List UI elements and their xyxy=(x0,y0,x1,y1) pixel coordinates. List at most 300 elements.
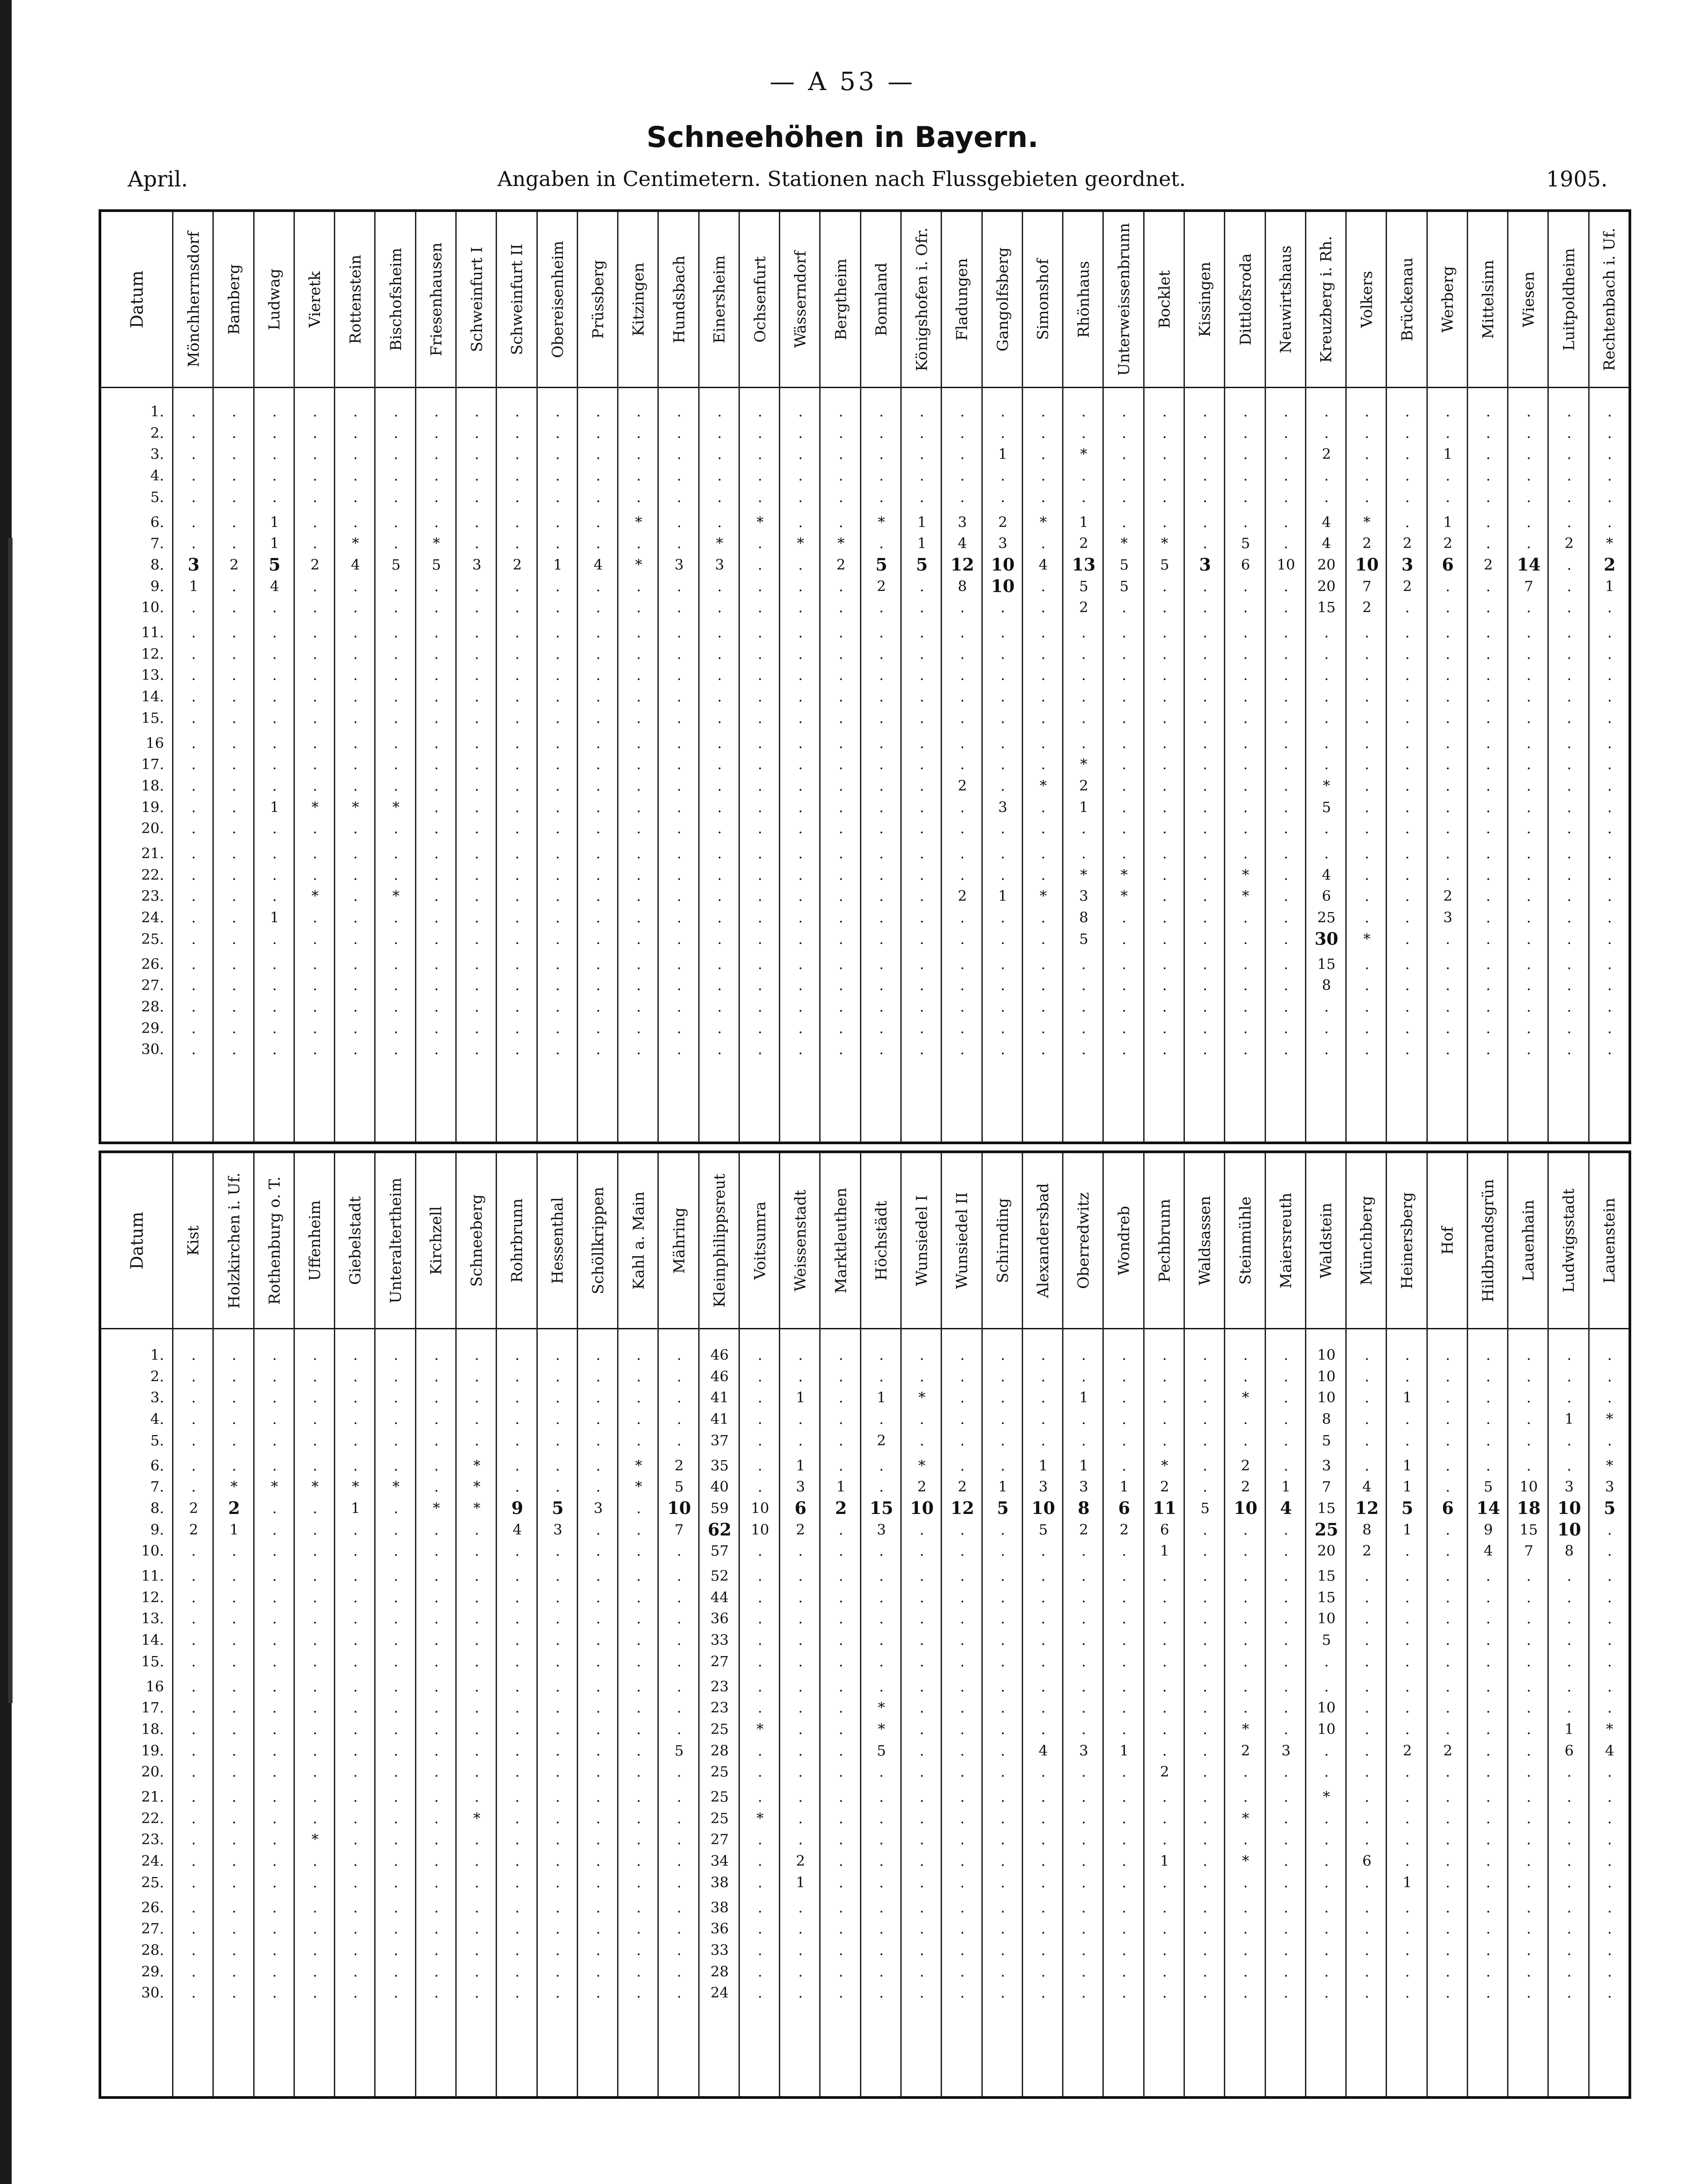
empty-mark: . xyxy=(1122,1788,1127,1805)
station-header xyxy=(618,212,659,387)
empty-mark: . xyxy=(353,1899,358,1916)
empty-mark: . xyxy=(879,998,884,1015)
empty-mark: . xyxy=(434,599,439,616)
empty-mark: . xyxy=(191,666,196,684)
empty-mark: . xyxy=(1202,1610,1208,1627)
snow-depth-value: * xyxy=(877,1699,885,1717)
empty-mark: . xyxy=(960,930,965,947)
empty-mark: . xyxy=(232,445,237,463)
date-column xyxy=(101,1153,172,2096)
snow-depth-value: * xyxy=(352,1478,359,1496)
empty-mark: . xyxy=(272,1367,277,1385)
empty-mark: . xyxy=(1405,709,1410,727)
empty-mark: . xyxy=(434,1984,439,2002)
empty-mark: . xyxy=(838,1542,843,1560)
snow-depth-value: 5 xyxy=(1079,930,1089,947)
empty-mark: . xyxy=(353,1788,358,1805)
snow-depth-value: * xyxy=(1161,535,1168,552)
snow-depth-value: 5 xyxy=(1322,798,1331,816)
empty-mark: . xyxy=(515,887,520,905)
empty-mark: . xyxy=(1526,666,1531,684)
empty-mark: . xyxy=(312,645,318,662)
empty-mark: . xyxy=(1405,666,1410,684)
empty-mark: . xyxy=(596,1652,601,1670)
empty-mark: . xyxy=(312,998,318,1015)
empty-mark: . xyxy=(1324,1678,1329,1695)
empty-mark: . xyxy=(1405,1831,1410,1848)
empty-mark: . xyxy=(920,1431,925,1449)
empty-mark: . xyxy=(1081,1610,1086,1627)
day-label: 3. xyxy=(150,1389,164,1406)
snow-depth-value: * xyxy=(1161,1457,1168,1474)
snow-depth-value: 2 xyxy=(1241,1478,1250,1496)
station-column xyxy=(1386,1153,1427,2096)
empty-mark: . xyxy=(596,1457,601,1474)
empty-mark: . xyxy=(757,645,763,662)
empty-mark: . xyxy=(232,798,237,816)
empty-mark: . xyxy=(838,1984,843,2002)
empty-mark: . xyxy=(1324,688,1329,705)
empty-mark: . xyxy=(353,1588,358,1606)
empty-mark: . xyxy=(474,845,480,862)
empty-mark: . xyxy=(1405,1346,1410,1363)
empty-mark: . xyxy=(1607,1920,1612,1937)
empty-mark: . xyxy=(353,1457,358,1474)
empty-mark: . xyxy=(879,777,884,794)
empty-mark: . xyxy=(677,645,682,662)
empty-mark: . xyxy=(1041,1542,1046,1560)
empty-mark: . xyxy=(1081,1410,1086,1428)
empty-mark: . xyxy=(757,798,763,816)
empty-mark: . xyxy=(1567,1809,1572,1827)
empty-mark: . xyxy=(1607,866,1612,883)
empty-mark: . xyxy=(636,1788,641,1805)
empty-mark: . xyxy=(1365,1788,1370,1805)
empty-mark: . xyxy=(515,866,520,883)
empty-mark: . xyxy=(1405,1610,1410,1627)
empty-mark: . xyxy=(1081,1963,1086,1980)
empty-mark: . xyxy=(1041,1041,1046,1058)
empty-mark: . xyxy=(1202,1588,1208,1606)
empty-mark: . xyxy=(1283,1610,1288,1627)
empty-mark: . xyxy=(1324,1984,1329,2002)
empty-mark: . xyxy=(232,666,237,684)
empty-mark: . xyxy=(677,1631,682,1649)
empty-mark: . xyxy=(272,756,277,773)
empty-mark: . xyxy=(1122,1852,1127,1870)
snow-depth-value: 6 xyxy=(1160,1521,1169,1538)
station-column xyxy=(374,212,416,1142)
empty-mark: . xyxy=(555,1763,560,1781)
empty-mark: . xyxy=(1445,1831,1450,1848)
empty-mark: . xyxy=(596,1542,601,1560)
empty-mark: . xyxy=(1445,1346,1450,1363)
empty-mark: . xyxy=(1365,1831,1370,1848)
snow-depth-value: 2 xyxy=(1241,1457,1250,1474)
empty-mark: . xyxy=(1202,709,1208,727)
empty-mark: . xyxy=(960,1742,965,1759)
empty-mark: . xyxy=(960,1389,965,1406)
empty-mark: . xyxy=(596,777,601,794)
empty-mark: . xyxy=(191,1019,196,1037)
empty-mark: . xyxy=(515,845,520,862)
empty-mark: . xyxy=(1202,666,1208,684)
empty-mark: . xyxy=(879,1809,884,1827)
empty-mark: . xyxy=(1202,1457,1208,1474)
empty-mark: . xyxy=(1567,467,1572,484)
snow-depth-value: 5 xyxy=(1322,1431,1331,1449)
empty-mark: . xyxy=(717,599,722,616)
empty-mark: . xyxy=(515,645,520,662)
empty-mark: . xyxy=(798,977,803,994)
empty-mark: . xyxy=(434,1019,439,1037)
empty-mark: . xyxy=(879,645,884,662)
empty-mark: . xyxy=(1162,1963,1167,1980)
empty-mark: . xyxy=(1243,1431,1248,1449)
snow-depth-value: 46 xyxy=(710,1367,729,1385)
empty-mark: . xyxy=(232,1920,237,1937)
empty-mark: . xyxy=(677,1963,682,1980)
empty-mark: . xyxy=(1162,1699,1167,1717)
empty-mark: . xyxy=(1041,599,1046,616)
empty-mark: . xyxy=(1486,688,1491,705)
empty-mark: . xyxy=(1283,424,1288,441)
empty-mark: . xyxy=(920,1742,925,1759)
empty-mark: . xyxy=(1365,645,1370,662)
empty-mark: . xyxy=(596,1873,601,1891)
empty-mark: . xyxy=(1567,955,1572,973)
page-number: — A 53 — xyxy=(769,67,916,96)
empty-mark: . xyxy=(1405,1019,1410,1037)
empty-mark: . xyxy=(191,599,196,616)
empty-mark: . xyxy=(393,756,398,773)
snow-depth-value: 10 xyxy=(991,554,1015,575)
empty-mark: . xyxy=(596,467,601,484)
empty-mark: . xyxy=(757,734,763,752)
snow-depth-value: 5 xyxy=(1241,535,1250,552)
empty-mark: . xyxy=(272,955,277,973)
snow-depth-value: * xyxy=(1242,887,1249,905)
empty-mark: . xyxy=(920,820,925,837)
empty-mark: . xyxy=(312,820,318,837)
empty-mark: . xyxy=(1486,1763,1491,1781)
station-name: Alexandersbad xyxy=(1034,1183,1052,1298)
empty-mark: . xyxy=(434,1410,439,1428)
empty-mark: . xyxy=(1486,866,1491,883)
empty-mark: . xyxy=(1607,1788,1612,1805)
snow-depth-value: 37 xyxy=(710,1431,729,1449)
snow-depth-value: 1 xyxy=(1038,1457,1048,1474)
snow-depth-value: 15 xyxy=(1317,599,1336,616)
empty-mark: . xyxy=(1365,1431,1370,1449)
empty-mark: . xyxy=(1324,1041,1329,1058)
day-label: 12. xyxy=(141,1588,164,1606)
empty-mark: . xyxy=(1122,599,1127,616)
snow-depth-value: 24 xyxy=(710,1984,729,2002)
snow-depth-value: 5 xyxy=(875,554,888,575)
empty-mark: . xyxy=(636,1809,641,1827)
empty-mark: . xyxy=(1243,488,1248,506)
empty-mark: . xyxy=(353,1567,358,1584)
snow-depth-value: 10 xyxy=(1355,554,1379,575)
empty-mark: . xyxy=(838,1567,843,1584)
day-label: 21. xyxy=(141,845,164,862)
empty-mark: . xyxy=(677,1410,682,1428)
empty-mark: . xyxy=(474,1631,480,1649)
empty-mark: . xyxy=(636,1699,641,1717)
station-column xyxy=(1588,1153,1630,2096)
empty-mark: . xyxy=(1283,1788,1288,1805)
empty-mark: . xyxy=(1283,1899,1288,1916)
snow-depth-value: * xyxy=(635,513,643,531)
empty-mark: . xyxy=(393,1346,398,1363)
station-column xyxy=(415,1153,457,2096)
empty-mark: . xyxy=(960,424,965,441)
empty-mark: . xyxy=(1243,1346,1248,1363)
empty-mark: . xyxy=(1324,424,1329,441)
empty-mark: . xyxy=(636,1521,641,1538)
date-header xyxy=(101,1153,172,1328)
empty-mark: . xyxy=(1365,688,1370,705)
empty-mark: . xyxy=(1000,666,1005,684)
snow-depth-value: 3 xyxy=(796,1478,805,1496)
empty-mark: . xyxy=(838,1920,843,1937)
empty-mark: . xyxy=(636,424,641,441)
day-label: 13. xyxy=(141,1610,164,1627)
snow-depth-value: 10 xyxy=(991,575,1015,596)
station-column xyxy=(1588,212,1630,1142)
snow-depth-value: 2 xyxy=(1079,777,1089,794)
empty-mark: . xyxy=(1607,424,1612,441)
station-column xyxy=(294,212,335,1142)
empty-mark: . xyxy=(1445,1899,1450,1916)
empty-mark: . xyxy=(798,845,803,862)
empty-mark: . xyxy=(636,467,641,484)
empty-mark: . xyxy=(1162,887,1167,905)
empty-mark: . xyxy=(232,1019,237,1037)
empty-mark: . xyxy=(636,445,641,463)
empty-mark: . xyxy=(1283,1941,1288,1959)
empty-mark: . xyxy=(1041,1610,1046,1627)
empty-mark: . xyxy=(1000,709,1005,727)
empty-mark: . xyxy=(1202,1873,1208,1891)
empty-mark: . xyxy=(1081,1763,1086,1781)
empty-mark: . xyxy=(1607,599,1612,616)
empty-mark: . xyxy=(1365,977,1370,994)
empty-mark: . xyxy=(1526,424,1531,441)
empty-mark: . xyxy=(1081,645,1086,662)
empty-mark: . xyxy=(555,909,560,926)
empty-mark: . xyxy=(1607,1873,1612,1891)
empty-mark: . xyxy=(353,445,358,463)
empty-mark: . xyxy=(596,1431,601,1449)
empty-mark: . xyxy=(1000,1678,1005,1695)
empty-mark: . xyxy=(1607,756,1612,773)
empty-mark: . xyxy=(1445,1521,1450,1538)
empty-mark: . xyxy=(393,1720,398,1738)
empty-mark: . xyxy=(1162,820,1167,837)
station-header xyxy=(983,1153,1023,1328)
empty-mark: . xyxy=(1445,1410,1450,1428)
empty-mark: . xyxy=(798,1742,803,1759)
empty-mark: . xyxy=(191,403,196,420)
empty-mark: . xyxy=(757,1410,763,1428)
empty-mark: . xyxy=(1162,1984,1167,2002)
empty-mark: . xyxy=(312,777,318,794)
empty-mark: . xyxy=(1486,734,1491,752)
empty-mark: . xyxy=(191,887,196,905)
empty-mark: . xyxy=(555,1984,560,2002)
snow-depth-value: 6 xyxy=(1442,554,1454,575)
snow-depth-value: 25 xyxy=(710,1720,729,1738)
empty-mark: . xyxy=(515,820,520,837)
empty-mark: . xyxy=(1000,488,1005,506)
empty-mark: . xyxy=(1445,424,1450,441)
empty-mark: . xyxy=(1405,930,1410,947)
empty-mark: . xyxy=(1243,1367,1248,1385)
empty-mark: . xyxy=(596,1567,601,1584)
empty-mark: . xyxy=(474,577,480,595)
empty-mark: . xyxy=(434,777,439,794)
station-header xyxy=(740,1153,780,1328)
empty-mark: . xyxy=(434,820,439,837)
empty-mark: . xyxy=(1202,977,1208,994)
empty-mark: . xyxy=(1607,977,1612,994)
empty-mark: . xyxy=(1283,624,1288,641)
empty-mark: . xyxy=(393,909,398,926)
empty-mark: . xyxy=(920,599,925,616)
empty-mark: . xyxy=(636,1041,641,1058)
empty-mark: . xyxy=(1041,1809,1046,1827)
empty-mark: . xyxy=(717,887,722,905)
empty-mark: . xyxy=(434,1652,439,1670)
snow-depth-value: 8 xyxy=(1322,1410,1331,1428)
empty-mark: . xyxy=(555,866,560,883)
empty-mark: . xyxy=(515,688,520,705)
empty-mark: . xyxy=(1122,1041,1127,1058)
station-name: Wondreb xyxy=(1115,1206,1133,1276)
empty-mark: . xyxy=(920,1809,925,1827)
empty-mark: . xyxy=(717,688,722,705)
empty-mark: . xyxy=(515,756,520,773)
snow-depth-value: 1 xyxy=(270,513,279,531)
page-title: Schneehöhen in Bayern. xyxy=(646,121,1039,154)
empty-mark: . xyxy=(1365,624,1370,641)
empty-mark: . xyxy=(1000,1041,1005,1058)
empty-mark: . xyxy=(474,1346,480,1363)
station-name: Volkers xyxy=(1358,271,1376,328)
empty-mark: . xyxy=(515,1041,520,1058)
empty-mark: . xyxy=(1202,467,1208,484)
empty-mark: . xyxy=(1445,645,1450,662)
empty-mark: . xyxy=(1324,998,1329,1015)
empty-mark: . xyxy=(1000,1742,1005,1759)
empty-mark: . xyxy=(1162,1389,1167,1406)
empty-mark: . xyxy=(232,887,237,905)
empty-mark: . xyxy=(838,577,843,595)
empty-mark: . xyxy=(353,866,358,883)
day-label: 3. xyxy=(150,445,164,463)
empty-mark: . xyxy=(393,998,398,1015)
snow-depth-value: 23 xyxy=(710,1678,729,1695)
empty-mark: . xyxy=(677,1899,682,1916)
empty-mark: . xyxy=(393,1567,398,1584)
snow-depth-value: 2 xyxy=(1160,1763,1169,1781)
empty-mark: . xyxy=(191,1542,196,1560)
empty-mark: . xyxy=(838,1678,843,1695)
empty-mark: . xyxy=(879,798,884,816)
empty-mark: . xyxy=(1526,1431,1531,1449)
empty-mark: . xyxy=(1122,1542,1127,1560)
station-column xyxy=(212,1153,254,2096)
empty-mark: . xyxy=(434,955,439,973)
empty-mark: . xyxy=(312,1367,318,1385)
empty-mark: . xyxy=(920,1984,925,2002)
empty-mark: . xyxy=(677,1346,682,1363)
station-header xyxy=(376,212,416,387)
empty-mark: . xyxy=(272,1809,277,1827)
empty-mark: . xyxy=(434,1610,439,1627)
empty-mark: . xyxy=(474,403,480,420)
empty-mark: . xyxy=(757,866,763,883)
empty-mark: . xyxy=(1607,955,1612,973)
empty-mark: . xyxy=(1567,1431,1572,1449)
empty-mark: . xyxy=(353,1809,358,1827)
empty-mark: . xyxy=(879,977,884,994)
empty-mark: . xyxy=(717,403,722,420)
snow-depth-value: 1 xyxy=(1079,1389,1089,1406)
station-header xyxy=(821,1153,861,1328)
empty-mark: . xyxy=(434,1567,439,1584)
empty-mark: . xyxy=(1445,866,1450,883)
empty-mark: . xyxy=(1486,1742,1491,1759)
station-column xyxy=(1265,1153,1306,2096)
empty-mark: . xyxy=(920,403,925,420)
snow-depth-value: 5 xyxy=(1038,1521,1048,1538)
empty-mark: . xyxy=(272,1852,277,1870)
empty-mark: . xyxy=(312,1431,318,1449)
empty-mark: . xyxy=(1526,645,1531,662)
station-column xyxy=(819,1153,861,2096)
empty-mark: . xyxy=(555,1852,560,1870)
empty-mark: . xyxy=(393,688,398,705)
empty-mark: . xyxy=(393,1410,398,1428)
empty-mark: . xyxy=(272,1763,277,1781)
snow-depth-value: 10 xyxy=(1317,1610,1336,1627)
empty-mark: . xyxy=(596,1920,601,1937)
station-header xyxy=(255,1153,295,1328)
empty-mark: . xyxy=(232,1588,237,1606)
snow-depth-value: * xyxy=(311,1478,319,1496)
empty-mark: . xyxy=(1243,909,1248,926)
empty-mark: . xyxy=(515,535,520,552)
station-column xyxy=(334,212,376,1142)
empty-mark: . xyxy=(312,1963,318,1980)
snow-depth-value: 5 xyxy=(1119,577,1129,595)
empty-mark: . xyxy=(1162,403,1167,420)
snow-depth-value: * xyxy=(1322,1788,1330,1805)
empty-mark: . xyxy=(1567,1567,1572,1584)
empty-mark: . xyxy=(1162,930,1167,947)
empty-mark: . xyxy=(879,887,884,905)
empty-mark: . xyxy=(960,1941,965,1959)
day-label: 16 xyxy=(146,1678,164,1695)
empty-mark: . xyxy=(596,709,601,727)
snow-depth-value: 1 xyxy=(1119,1742,1129,1759)
snow-depth-value: 1 xyxy=(998,445,1007,463)
empty-mark: . xyxy=(798,777,803,794)
empty-mark: . xyxy=(1202,798,1208,816)
